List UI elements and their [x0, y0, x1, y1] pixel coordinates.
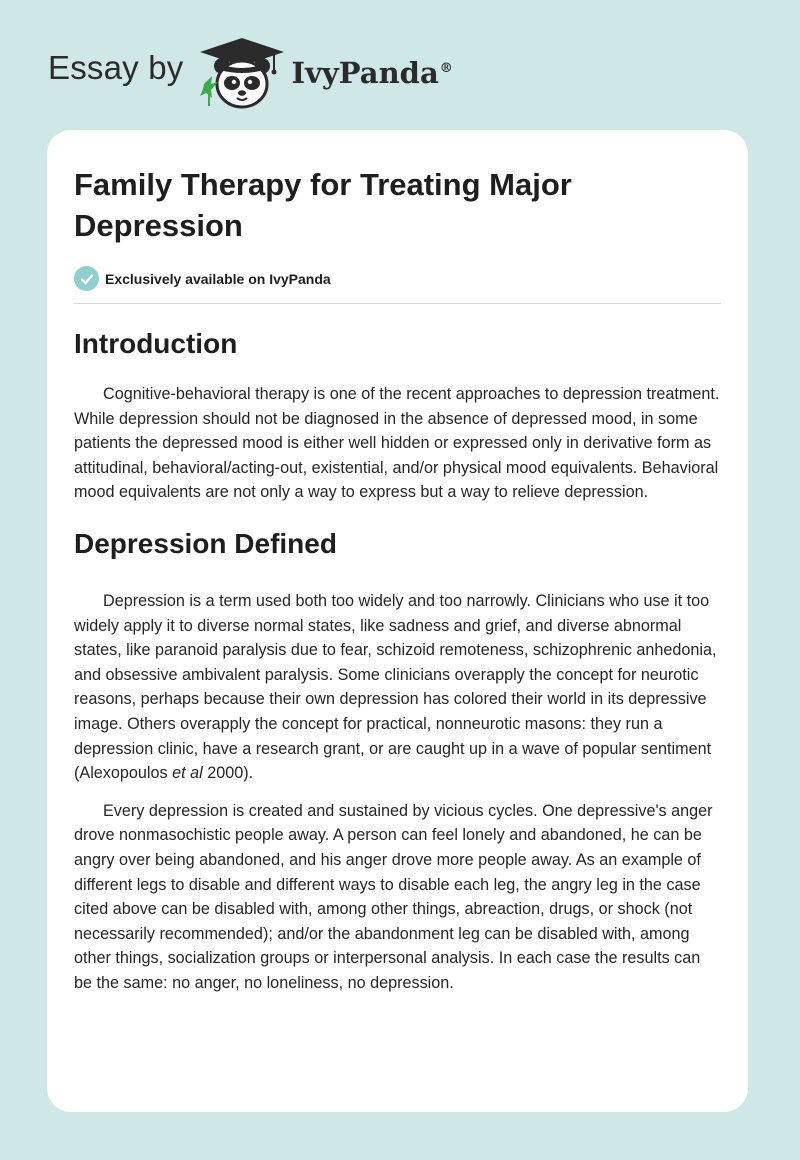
definition-paragraph-1: Depression is a term used both too widely and too narrowly. Clinicians who use it too widely apply it to diverse normal states, like sadness and grief, and diverse abnormal states, like paranoid paralysis due to fear, schizoid remoteness, schizophrenic anhedonia, and obsessive ambivalent paralysis. Some clinicians overapply the concept for neurotic reasons, perhaps because their own depression has colored their world in its depressive image. Others overapply the concept for practical, nonneurotic masons: they run a depression clinic, have a research grant, or are caught up in a wave of popular sentiment (Alexopoulos et al 2000). [74, 591, 717, 783]
intro-paragraph: Cognitive-behavioral therapy is one of the recent approaches to depression treatment. While depression should not be diagnosed in the absence of depressed mood, in some patients the depressed mood is either well hidden or expressed only in derivative form as attitudinal, behavioral/acting-out, existential, and/or physical mood equivalents. Behavioral mood equivalents are not only a way to express but a way to relieve depression. [74, 385, 720, 502]
section-heading-introduction: Introduction [74, 328, 238, 359]
exclusive-badge-text: Exclusively available on IvyPanda [105, 270, 331, 287]
essay-card [47, 130, 748, 1112]
essay-title: Family Therapy for Treating Major Depression [74, 167, 572, 243]
exclusive-badge [74, 266, 721, 291]
brand-name: IvyPanda® [291, 56, 453, 90]
essay-by-label: Essay by [48, 49, 184, 86]
title-divider [74, 303, 721, 304]
section-heading-depression-defined: Depression Defined [74, 527, 337, 559]
panda-graduation-cap-logo-icon[interactable] [198, 36, 286, 112]
check-circle-icon [74, 266, 99, 291]
site-header [48, 36, 453, 112]
definition-paragraph-2: Every depression is created and sustained by vicious cycles. One depressive's anger drove nonmasochistic people away. A person can feel lonely and abandoned, he can be angry over being abandoned, and his anger drove more people away. As an example of different legs to disable and different ways to disable each leg, the angry leg in the case cited above can be disabled with, among other things, abreaction, drugs, or shock (not necessarily recommended); and/or the abandonment leg can be disabled with, among other things, socialization groups or interpersonal analysis. In each case the results can be the same: no anger, no loneliness, no depression. [74, 801, 713, 992]
